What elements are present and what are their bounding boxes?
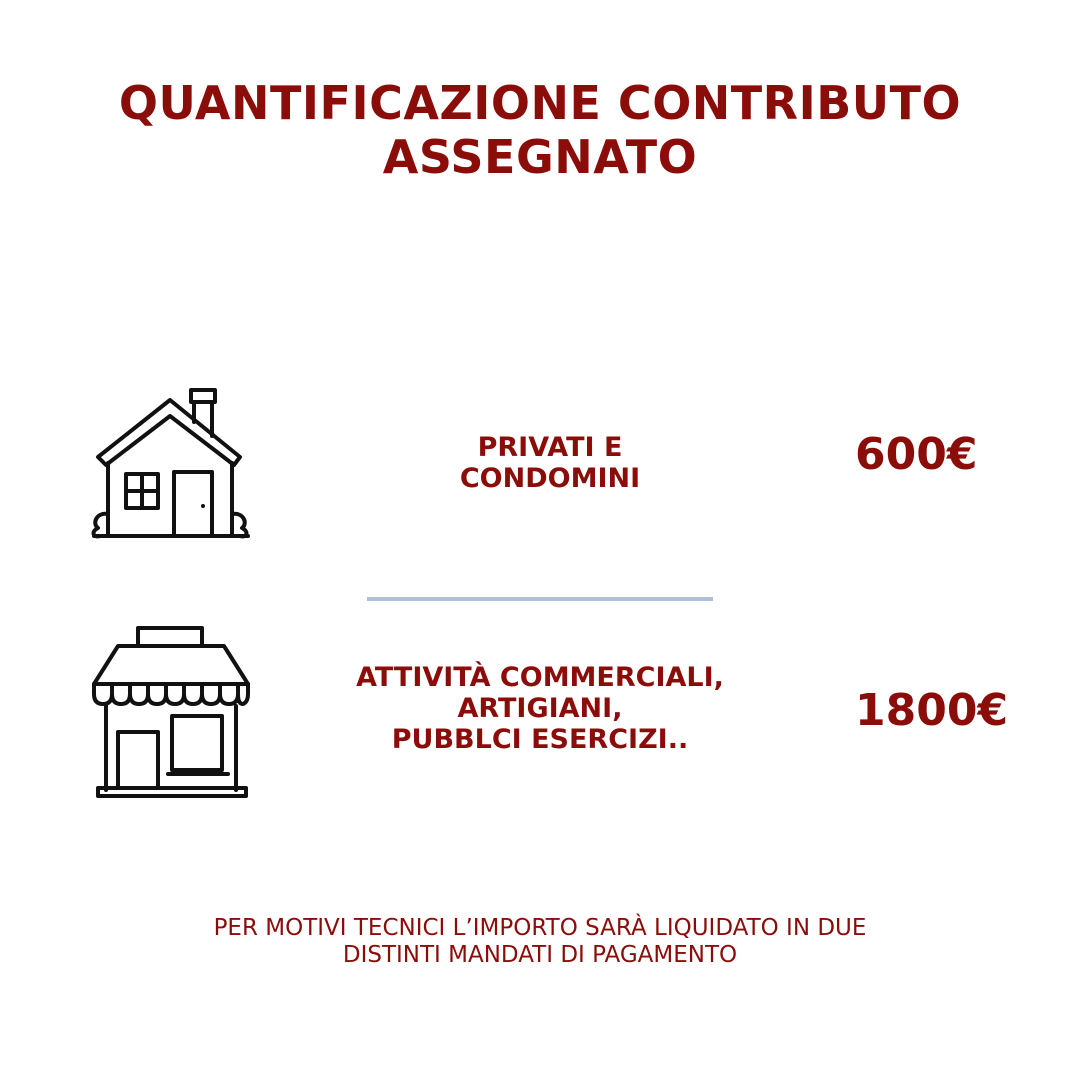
footnote: [0, 915, 1080, 969]
row-label-line: ATTIVITÀ COMMERCIALI,: [356, 662, 724, 693]
amount-commercial: 1800€: [855, 685, 1009, 736]
footnote-line-2: DISTINTI MANDATI DI PAGAMENTO: [342, 942, 738, 968]
row-label-private: [400, 432, 700, 494]
row-label-line: PUBBLCI ESERCIZI..: [391, 724, 689, 755]
house-icon: [88, 386, 252, 544]
page-title-line-1: QUANTIFICAZIONE CONTRIBUTO: [118, 76, 962, 130]
amount-private: 600€: [855, 429, 978, 480]
footnote-line-1: PER MOTIVI TECNICI L’IMPORTO SARÀ LIQUIDATO IN DUE: [213, 915, 867, 941]
page-title-line-2: ASSEGNATO: [382, 130, 698, 184]
page-title: [0, 76, 1080, 184]
divider: [367, 597, 713, 601]
row-label-line: ARTIGIANI,: [457, 693, 623, 724]
row-label-line: CONDOMINI: [459, 463, 641, 494]
row-label-commercial: [290, 662, 790, 755]
shop-icon: [88, 624, 252, 800]
row-label-line: PRIVATI E: [477, 432, 623, 463]
